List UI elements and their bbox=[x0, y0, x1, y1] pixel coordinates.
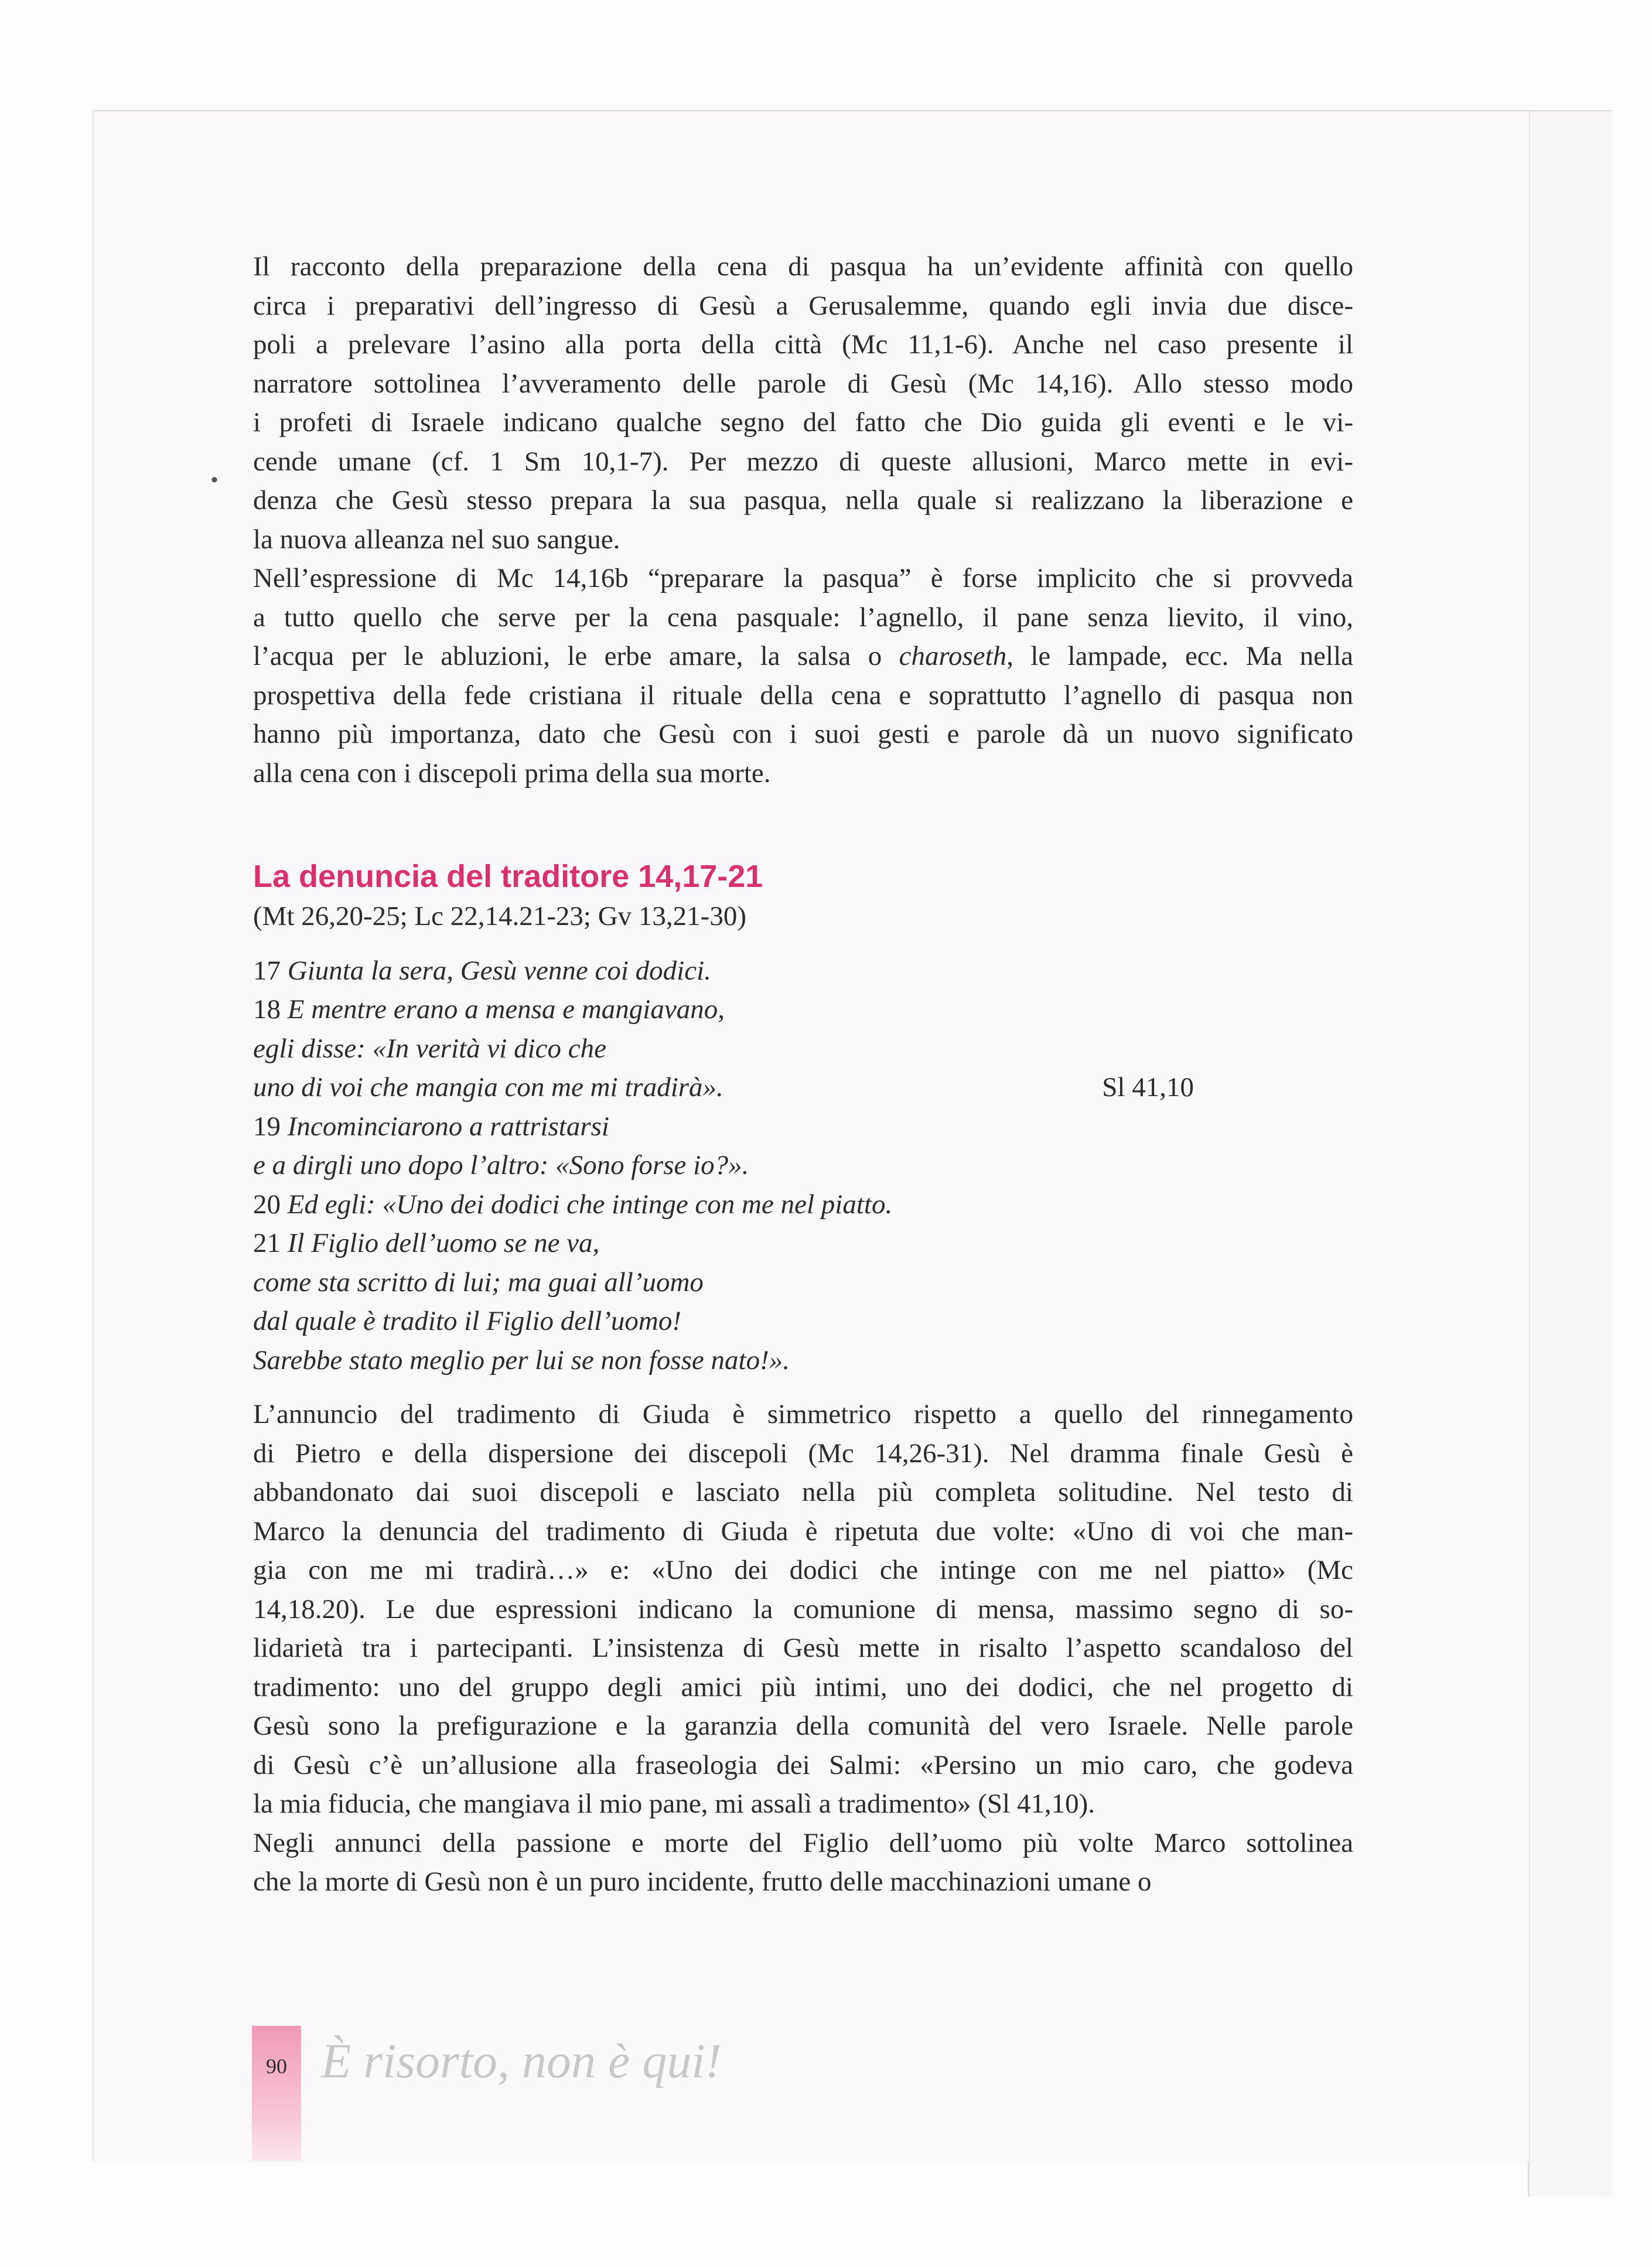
text-line: abbandonato dai suoi discepoli e lasciato nella più completa solitudine. Nel testo di bbox=[253, 1477, 1353, 1507]
running-title: È risorto, non è qui! bbox=[321, 2034, 722, 2088]
verse-text: Sarebbe stato meglio per lui se non fosse nato!». bbox=[253, 1344, 790, 1376]
verse-line bbox=[253, 1029, 1353, 1069]
paragraph bbox=[253, 559, 1353, 793]
margin-dot: • bbox=[211, 469, 218, 491]
verse-text: Giunta la sera, Gesù venne coi dodici. bbox=[287, 955, 711, 986]
section-references: (Mt 26,20-25; Lc 22,14.21-23; Gv 13,21-30) bbox=[253, 901, 746, 931]
text-line: Negli annunci della passione e morte del Figlio dell’uomo più volte Marco sottolinea bbox=[253, 1827, 1353, 1858]
verse-text: Incominciarono a rattristarsi bbox=[287, 1111, 609, 1142]
commentary-paragraphs bbox=[253, 1395, 1353, 1902]
verse-number: 20 bbox=[253, 1189, 288, 1220]
text-line: circa i preparativi dell’ingresso di Gesù a Gerusalemme, quando egli invia due disce- bbox=[253, 290, 1353, 321]
verse-block bbox=[253, 951, 1353, 1380]
verse-line bbox=[253, 1302, 1353, 1341]
verse-text: uno di voi che mangia con me mi tradirà». bbox=[253, 1072, 723, 1103]
text-line: poli a prelevare l’asino alla porta della città (Mc 11,1-6). Anche nel caso presente il bbox=[253, 329, 1353, 360]
verse-text: come sta scritto di lui; ma guai all’uomo bbox=[253, 1267, 704, 1298]
text-line: Il racconto della preparazione della cena di pasqua ha un’evidente affinità con quello bbox=[253, 251, 1353, 282]
text-line: la mia fiducia, che mangiava il mio pane, mi assalì a tradimento» (Sl 41,10). bbox=[253, 1789, 1095, 1819]
verse-number: 21 bbox=[253, 1228, 288, 1258]
verse-line bbox=[253, 1341, 1353, 1380]
cross-reference: Sl 41,10 bbox=[1102, 1072, 1194, 1103]
text-line: Marco la denuncia del tradimento di Giuda è ripetuta due volte: «Uno di voi che man- bbox=[253, 1516, 1353, 1547]
text-line: l’acqua per le abluzioni, le erbe amare, la salsa o charoseth, le lampade, ecc. Ma nella bbox=[253, 641, 1353, 671]
text-line: di Gesù c’è un’allusione alla fraseologia dei Salmi: «Persino un mio caro, che godeva bbox=[253, 1749, 1353, 1780]
page-number: 90 bbox=[266, 2055, 287, 2078]
text-line: Nell’espressione di Mc 14,16b “preparare la pasqua” è forse implicito che si provveda bbox=[253, 563, 1353, 593]
text-line: narratore sottolinea l’avveramento delle parole di Gesù (Mc 14,16). Allo stesso modo bbox=[253, 368, 1353, 399]
verse-text: dal quale è tradito il Figlio dell’uomo! bbox=[253, 1306, 682, 1336]
verse-line bbox=[253, 1068, 1353, 1107]
verse-text: E mentre erano a mensa e mangiavano, bbox=[287, 994, 725, 1025]
verse-text: Il Figlio dell’uomo se ne va, bbox=[287, 1228, 600, 1258]
verse-line bbox=[253, 1185, 1353, 1224]
text-line: 14,18.20). Le due espressioni indicano la comunione di mensa, massimo segno di so- bbox=[253, 1593, 1353, 1625]
intro-paragraphs bbox=[253, 247, 1353, 793]
text-line: i profeti di Israele indicano qualche segno del fatto che Dio guida gli eventi e le vi- bbox=[253, 407, 1353, 438]
paragraph bbox=[253, 1824, 1353, 1902]
verse-line bbox=[253, 1263, 1353, 1302]
verse-number: 19 bbox=[253, 1111, 288, 1142]
verse-text: Ed egli: «Uno dei dodici che intinge con me nel piatto. bbox=[287, 1189, 893, 1220]
facing-page-edge bbox=[1528, 110, 1612, 2197]
paragraph bbox=[253, 1395, 1353, 1824]
verse-number: 18 bbox=[253, 994, 288, 1025]
text-line: cende umane (cf. 1 Sm 10,1-7). Per mezzo di queste allusioni, Marco mette in evi- bbox=[253, 446, 1353, 477]
text-line: prospettiva della fede cristiana il rituale della cena e soprattutto l’agnello di pasqua non bbox=[253, 680, 1353, 711]
verse-text: egli disse: «In verità vi dico che bbox=[253, 1033, 606, 1064]
text-line: la nuova alleanza nel suo sangue. bbox=[253, 524, 620, 555]
verse-line bbox=[253, 990, 1353, 1029]
verse-line bbox=[253, 1146, 1353, 1185]
verse-text: e a dirgli uno dopo l’altro: «Sono forse io?». bbox=[253, 1150, 749, 1180]
text-line: Gesù sono la prefigurazione e la garanzia della comunità del vero Israele. Nelle parole bbox=[253, 1711, 1353, 1741]
page-number-tab bbox=[252, 2026, 301, 2161]
text-line: hanno più importanza, dato che Gesù con i suoi gesti e parole dà un nuovo significato bbox=[253, 719, 1353, 749]
verse-number: 17 bbox=[253, 955, 288, 986]
paragraph bbox=[253, 247, 1353, 559]
text-line: lidarietà tra i partecipanti. L’insistenza di Gesù mette in risalto l’aspetto scandaloso del bbox=[253, 1633, 1353, 1663]
text-line: di Pietro e della dispersione dei discepoli (Mc 14,26-31). Nel dramma finale Gesù è bbox=[253, 1438, 1353, 1469]
section-heading: La denuncia del traditore 14,17-21 bbox=[253, 859, 763, 894]
verse-line bbox=[253, 1107, 1353, 1146]
text-line: denza che Gesù stesso prepara la sua pasqua, nella quale si realizzano la liberazione e bbox=[253, 485, 1353, 516]
page-content bbox=[253, 247, 1353, 1902]
text-line: che la morte di Gesù non è un puro incidente, frutto delle macchinazioni umane o bbox=[253, 1866, 1152, 1897]
verse-line bbox=[253, 951, 1353, 991]
text-line: alla cena con i discepoli prima della sua morte. bbox=[253, 757, 771, 789]
text-line: tradimento: uno del gruppo degli amici più intimi, uno dei dodici, che nel progetto di bbox=[253, 1671, 1353, 1702]
text-line: gia con me mi tradirà…» e: «Uno dei dodici che intinge con me nel piatto» (Mc bbox=[253, 1555, 1353, 1585]
text-line: L’annuncio del tradimento di Giuda è simmetrico rispetto a quello del rinnegamento bbox=[253, 1399, 1353, 1429]
text-line: a tutto quello che serve per la cena pasquale: l’agnello, il pane senza lievito, il vino, bbox=[253, 602, 1353, 633]
verse-line bbox=[253, 1224, 1353, 1263]
